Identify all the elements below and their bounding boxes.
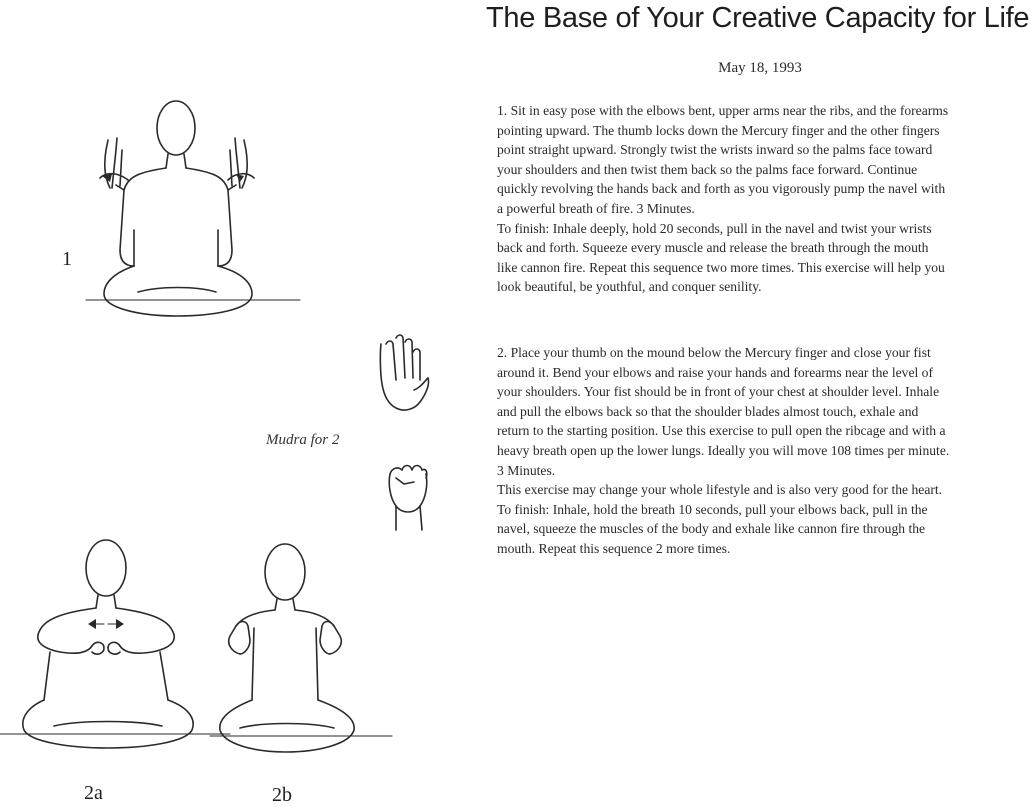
text-line: To finish: Inhale deeply, hold 20 seconds, pull in the navel and twist your wrists xyxy=(497,220,932,236)
text-line: mouth. Repeat this sequence 2 more times. xyxy=(497,540,731,556)
session-date: May 18, 1993 xyxy=(718,60,802,76)
text-line: 2. Place your thumb on the mound below the Mercury finger and close your fist xyxy=(497,345,931,360)
text-line: point straight upward. Strongly twist the wrists inward so the palms face toward xyxy=(497,142,933,158)
figure-2a-label: 2a xyxy=(84,782,103,804)
text-line: quickly revolving the hands back and forth as you vigorously pump the navel with xyxy=(497,181,946,197)
text-line: look beautiful, be youthful, and conquer senility. xyxy=(497,279,762,295)
text-line: your shoulders and then twist them back so the palms face forward. Continue xyxy=(497,161,918,177)
text-line: pointing upward. The thumb locks down the Mercury finger and the other fingers xyxy=(497,122,940,138)
text-line: return to the starting position. Use this exercise to pull open the ribcage and with a xyxy=(497,423,946,439)
text-line: To finish: Inhale, hold the breath 10 seconds, pull your elbows back, pull in the xyxy=(497,501,928,517)
text-line: back and forth. Squeeze every muscle and release the breath through the mouth xyxy=(497,240,929,256)
text-line: your shoulders. Your fist should be in front of your chest at shoulder level. Inhale xyxy=(497,384,940,400)
text-line: navel, squeeze the muscles of the body and exhale like cannon fire through the xyxy=(497,521,926,537)
text-line: a powerful breath of fire. 3 Minutes. xyxy=(497,200,695,216)
text-line: 3 Minutes. xyxy=(497,462,556,478)
text-line: and pull the elbows back so that the shoulder blades almost touch, exhale and xyxy=(497,403,919,419)
figure-2b-label: 2b xyxy=(272,784,292,806)
seated-figure-elbows-back-icon xyxy=(210,544,392,752)
open-hand-mudra-icon xyxy=(380,335,428,410)
text-line: around it. Bend your elbows and raise your hands and forearms near the level of xyxy=(497,364,933,380)
mudra-caption: Mudra for 2 xyxy=(266,432,340,448)
seated-figure-raised-hands-icon xyxy=(86,101,300,316)
text-line: 1. Sit in easy pose with the elbows bent, upper arms near the ribs, and the forearms xyxy=(497,103,949,118)
text-line: like cannon fire. Repeat this sequence two more times. This exercise will help you xyxy=(497,259,945,275)
text-line: This exercise may change your whole lifestyle and is also very good for the heart. xyxy=(497,482,943,498)
figure-1-label: 1 xyxy=(62,248,72,270)
text-line: heavy breath open up the lower lungs. Ideally you will move 108 times per minute. xyxy=(497,442,950,458)
page-title: The Base of Your Creative Capacity for Life xyxy=(486,2,1030,34)
closed-fist-mudra-icon xyxy=(389,466,427,531)
seated-figure-fists-chest-icon xyxy=(0,540,230,748)
exercise-1-instructions xyxy=(497,101,1017,297)
exercise-2-instructions xyxy=(497,343,1017,559)
